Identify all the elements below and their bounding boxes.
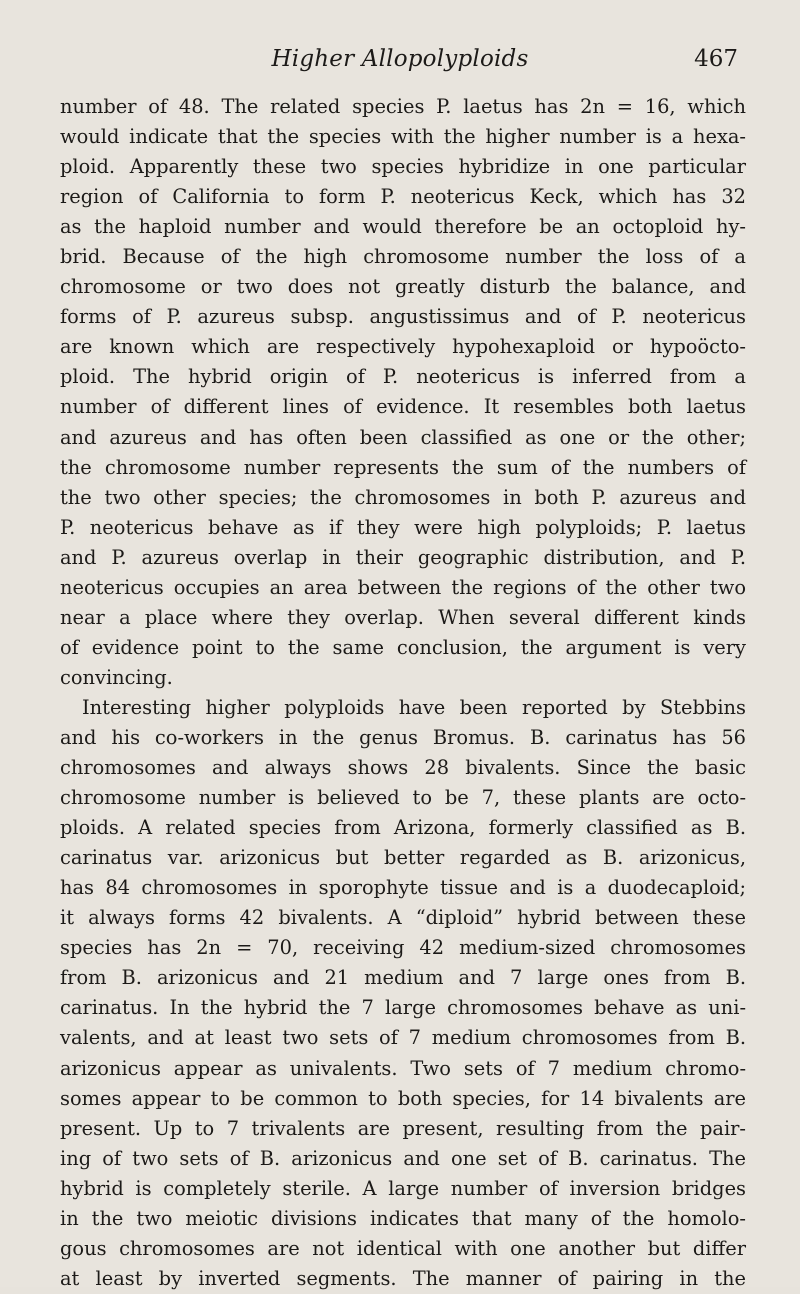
text-line: ploid. Apparently these two species hybridize in one particular — [60, 155, 746, 179]
text-line: carinatus var. arizonicus but better regarded as B. arizonicus, — [60, 846, 746, 870]
text-line: and azureus and has often been classified as one or the other; — [60, 425, 746, 449]
text-line: neotericus occupies an area between the regions of the other two — [60, 575, 746, 599]
paragraph-end-line: convincing. — [60, 665, 173, 689]
text-line: gous chromosomes are not identical with one another but differ — [60, 1236, 746, 1260]
text-line: ploids. A related species from Arizona, formerly classified as B. — [60, 816, 746, 840]
text-line: hybrid is completely sterile. A large number of inversion bridges — [60, 1176, 746, 1200]
text-line: chromosomes and always shows 28 bivalents. Since the basic — [60, 756, 746, 780]
text-line: would indicate that the species with the higher number is a hexa- — [60, 125, 746, 149]
text-line: region of California to form P. neotericus Keck, which has 32 — [60, 185, 746, 209]
text-line: from B. arizonicus and 21 medium and 7 large ones from B. — [60, 966, 746, 990]
text-line: number of 48. The related species P. laetus has 2n = 16, which — [60, 95, 746, 118]
text-line: and his co-workers in the genus Bromus. B. carinatus has 56 — [60, 725, 746, 749]
running-title: Higher Allopolyploids — [271, 46, 529, 72]
text-line: as the haploid number and would therefore be an octoploid hy- — [60, 215, 746, 239]
text-line: near a place where they overlap. When several different kinds — [60, 605, 746, 629]
text-line: the chromosome number represents the sum of the numbers of — [60, 455, 746, 479]
text-line: it always forms 42 bivalents. A “diploid” hybrid between these — [60, 906, 746, 930]
text-line: chromosome or two does not greatly disturb the balance, and — [60, 275, 746, 299]
text-line: arizonicus appear as univalents. Two sets of 7 medium chromo- — [60, 1056, 746, 1080]
text-line: somes appear to be common to both species, for 14 bivalents are — [60, 1086, 746, 1110]
running-head — [60, 46, 740, 82]
text-line: present. Up to 7 trivalents are present, resulting from the pair- — [60, 1116, 746, 1140]
text-line: carinatus. In the hybrid the 7 large chromosomes behave as uni- — [60, 996, 746, 1020]
text-line: in the two meiotic divisions indicates that many of the homolo- — [60, 1206, 746, 1230]
text-line: of evidence point to the same conclusion, the argument is very — [60, 635, 746, 659]
text-line: and P. azureus overlap in their geographic distribution, and P. — [60, 545, 746, 569]
text-line: are known which are respectively hypohexaploid or hypoöcto- — [60, 335, 746, 359]
text-line: valents, and at least two sets of 7 medium chromosomes from B. — [60, 1026, 746, 1050]
paragraph-start-line: Interesting higher polyploids have been reported by Stebbins — [82, 695, 746, 719]
text-line: ing of two sets of B. arizonicus and one set of B. carinatus. The — [60, 1146, 746, 1170]
text-line: has 84 chromosomes in sporophyte tissue and is a duodecaploid; — [60, 876, 746, 900]
text-line: the two other species; the chromosomes in both P. azureus and — [60, 485, 746, 509]
text-line: forms of P. azureus subsp. angustissimus and of P. neotericus — [60, 305, 746, 329]
text-line: number of different lines of evidence. It resembles both laetus — [60, 395, 746, 419]
text-line: ploid. The hybrid origin of P. neotericus is inferred from a — [60, 365, 746, 389]
text-line: chromosome number is believed to be 7, these plants are octo- — [60, 786, 746, 810]
page-number: 467 — [694, 46, 738, 72]
body-text — [60, 92, 746, 1294]
text-line: species has 2n = 70, receiving 42 medium-sized chromosomes — [60, 936, 746, 960]
text-line: P. neotericus behave as if they were high polyploids; P. laetus — [60, 515, 746, 539]
text-line: at least by inverted segments. The manner of pairing in the — [60, 1266, 746, 1290]
text-line: brid. Because of the high chromosome number the loss of a — [60, 245, 746, 269]
